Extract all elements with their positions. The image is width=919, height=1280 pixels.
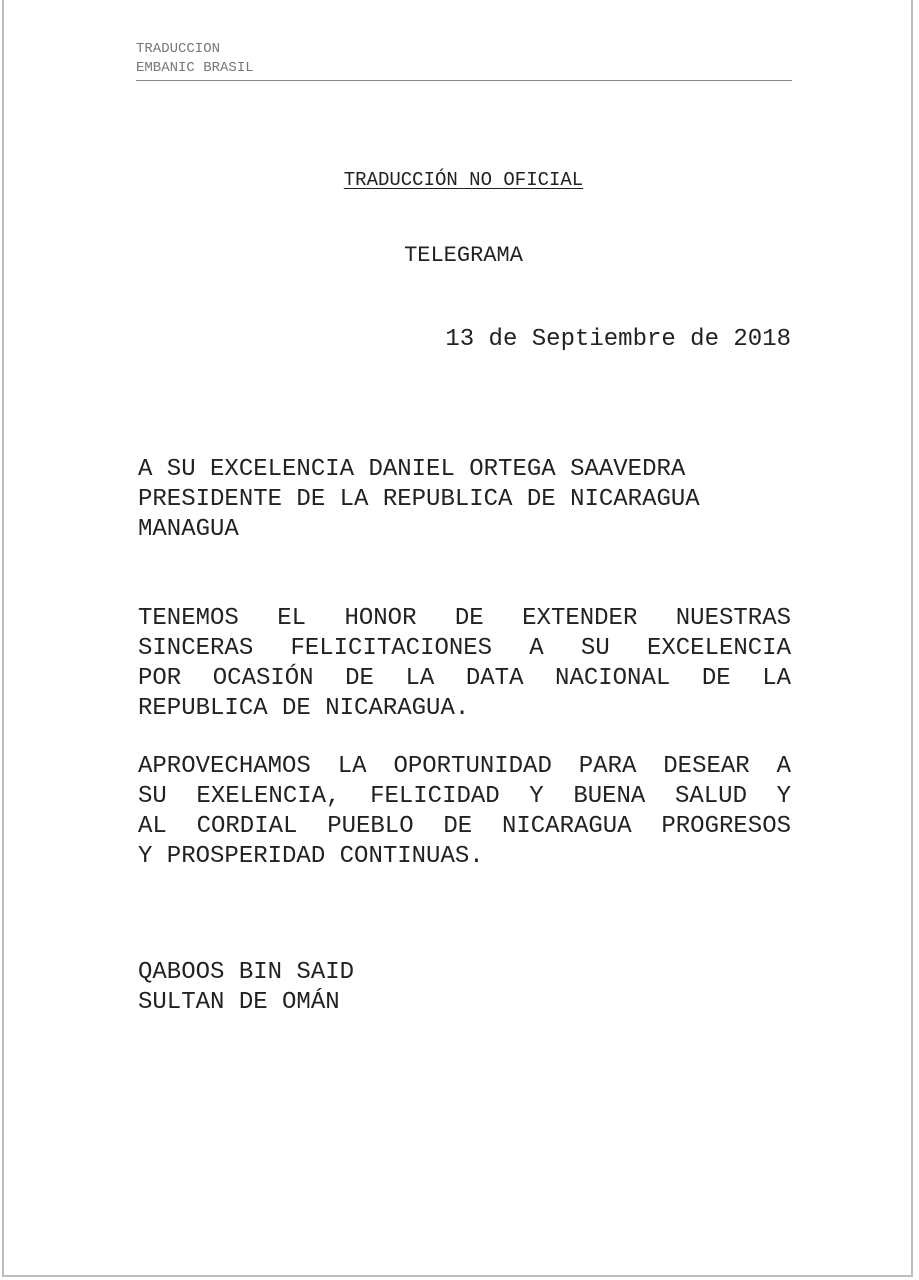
document-page xyxy=(2,0,913,1277)
paragraph-1-line-1: TENEMOS EL HONOR DE EXTENDER NUESTRAS xyxy=(138,605,791,632)
signature-name: QABOOS BIN SAID xyxy=(138,959,355,986)
paragraph-1-line-3: POR OCASIÓN DE LA DATA NACIONAL DE LA xyxy=(138,665,791,692)
paragraph-1-line-4: REPUBLICA DE NICARAGUA. xyxy=(138,695,470,722)
signature-title: SULTAN DE OMÁN xyxy=(138,989,340,1016)
addressee-line-3: MANAGUA xyxy=(138,516,239,543)
unofficial-translation-text: TRADUCCIÓN NO OFICIAL xyxy=(343,169,584,191)
addressee-line-1: A SU EXCELENCIA DANIEL ORTEGA SAAVEDRA xyxy=(138,456,686,483)
paragraph-congratulations xyxy=(138,604,791,724)
paragraph-2-line-3: AL CORDIAL PUEBLO DE NICARAGUA PROGRESOS xyxy=(138,813,791,840)
addressee-block xyxy=(138,455,791,545)
paragraph-2-line-2: SU EXELENCIA, FELICIDAD Y BUENA SALUD Y xyxy=(138,783,791,810)
paragraph-2-line-4: Y PROSPERIDAD CONTINUAS. xyxy=(138,843,484,870)
paragraph-2-line-1: APROVECHAMOS LA OPORTUNIDAD PARA DESEAR A xyxy=(138,753,791,780)
paragraph-1-line-2: SINCERAS FELICITACIONES A SU EXCELENCIA xyxy=(138,635,791,662)
unofficial-translation-label xyxy=(4,168,919,192)
signature-block xyxy=(138,958,791,1018)
document-date: 13 de Septiembre de 2018 xyxy=(445,326,791,353)
paragraph-wishes xyxy=(138,752,791,872)
page-header xyxy=(136,40,792,81)
addressee-line-2: PRESIDENTE DE LA REPUBLICA DE NICARAGUA xyxy=(138,486,700,513)
telegram-title: TELEGRAMA xyxy=(404,243,523,268)
header-line-2: EMBANIC BRASIL xyxy=(136,60,254,76)
header-line-1: TRADUCCION xyxy=(136,41,221,57)
